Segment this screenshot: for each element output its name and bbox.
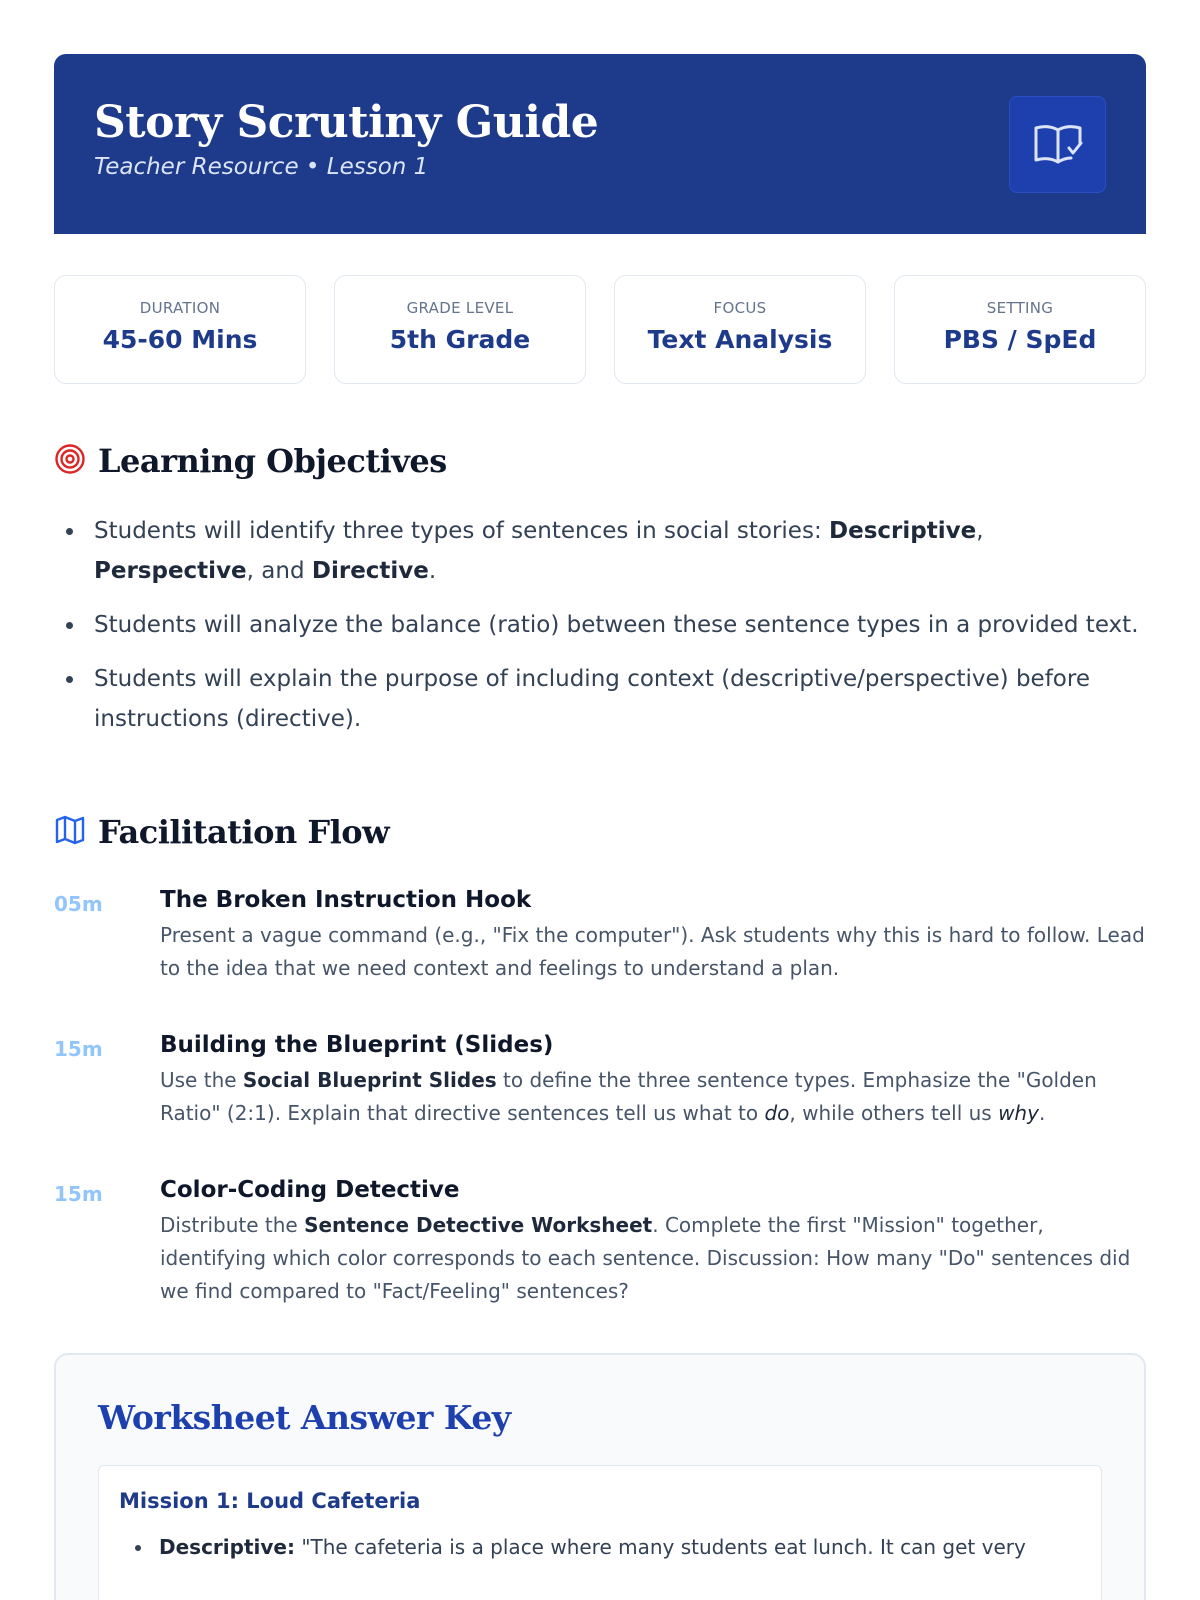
map-icon	[54, 815, 86, 849]
lesson-stats	[54, 275, 1146, 384]
text-span: , while others tell us	[789, 1101, 999, 1125]
resource-name: Sentence Detective Worksheet	[304, 1213, 653, 1237]
flow-list	[54, 885, 1146, 1308]
flow-time: 15m	[54, 1037, 103, 1061]
list-item: Students will analyze the balance (ratio) between these sentence types in a provided text.	[54, 605, 1146, 645]
term-descriptive: Descriptive	[829, 518, 977, 544]
flow-body	[160, 1030, 1146, 1130]
section-title: Learning Objectives	[98, 442, 447, 480]
answer-key-panel	[54, 1353, 1146, 1600]
emphasis: do	[764, 1101, 790, 1125]
list-item	[119, 1532, 1081, 1562]
term-perspective: Perspective	[94, 558, 247, 584]
resource-name: Social Blueprint Slides	[242, 1068, 497, 1092]
text-span: Use the	[160, 1068, 243, 1092]
flow-title: The Broken Instruction Hook	[160, 887, 532, 913]
sentence-text: "The cafeteria is a place where many students eat lunch. It can get very	[294, 1535, 1026, 1559]
list-item	[54, 511, 1146, 591]
mission-list	[119, 1532, 1081, 1562]
flow-time: 15m	[54, 1182, 103, 1206]
page-title: Story Scrutiny Guide	[94, 97, 599, 148]
stat-card-focus	[614, 275, 866, 384]
flow-body	[160, 885, 1146, 985]
sentence-type-label: Descriptive:	[159, 1535, 295, 1559]
text-span: .	[428, 558, 437, 584]
header-banner	[54, 54, 1146, 234]
flow-step	[54, 885, 1146, 985]
section-title: Facilitation Flow	[98, 813, 390, 851]
objectives-list	[54, 511, 1146, 739]
stat-value: 45-60 Mins	[102, 325, 258, 354]
flow-body	[160, 1175, 1146, 1308]
book-check-icon	[1009, 96, 1106, 193]
stat-value: 5th Grade	[389, 325, 531, 354]
flow-desc	[160, 1064, 1146, 1130]
stat-card-setting	[894, 275, 1146, 384]
text-span: . Complete the first "Mission" together, identifying which color corresponds to each sentence. Discussion: How many "Do" sentences did we find compared to "Fact/Feeling" sentences?	[160, 1213, 1131, 1303]
stat-label: GRADE LEVEL	[406, 299, 514, 317]
emphasis: why	[998, 1101, 1039, 1125]
flow-heading	[54, 812, 1146, 852]
stat-label: FOCUS	[713, 299, 767, 317]
page-subtitle: Teacher Resource • Lesson 1	[94, 154, 429, 180]
term-directive: Directive	[311, 558, 429, 584]
text-span: to define the three sentence types. Emphasize the "Golden Ratio" (2:1). Explain that directive sentences tell us what to	[160, 1068, 1097, 1125]
text-span: , and	[246, 558, 312, 584]
stat-card-grade-level	[334, 275, 586, 384]
objectives-heading	[54, 441, 1146, 481]
flow-title: Building the Blueprint (Slides)	[160, 1032, 554, 1058]
flow-title: Color-Coding Detective	[160, 1177, 460, 1203]
mission-card	[98, 1465, 1102, 1600]
flow-desc	[160, 1209, 1146, 1308]
text-span: Students will identify three types of sentences in social stories:	[94, 518, 830, 544]
text-span: Distribute the	[160, 1213, 305, 1237]
text-span: ,	[976, 518, 984, 544]
flow-time: 05m	[54, 892, 103, 916]
stat-label: SETTING	[986, 299, 1054, 317]
text-span: .	[1038, 1101, 1046, 1125]
flow-step	[54, 1175, 1146, 1308]
stat-label: DURATION	[139, 299, 221, 317]
stat-value: PBS / SpEd	[943, 325, 1097, 354]
stat-value: Text Analysis	[647, 325, 833, 354]
list-item: Students will explain the purpose of including context (descriptive/perspective) before instructions (directive).	[54, 659, 1146, 739]
flow-desc: Present a vague command (e.g., "Fix the computer"). Ask students why this is hard to follow. Lead to the idea that we need context and feelings to understand a plan.	[160, 923, 1145, 980]
flow-step	[54, 1030, 1146, 1130]
answer-key-title: Worksheet Answer Key	[98, 1398, 511, 1437]
header-text	[94, 94, 598, 182]
target-icon	[54, 443, 86, 479]
stat-card-duration	[54, 275, 306, 384]
mission-title: Mission 1: Loud Cafeteria	[119, 1489, 421, 1513]
